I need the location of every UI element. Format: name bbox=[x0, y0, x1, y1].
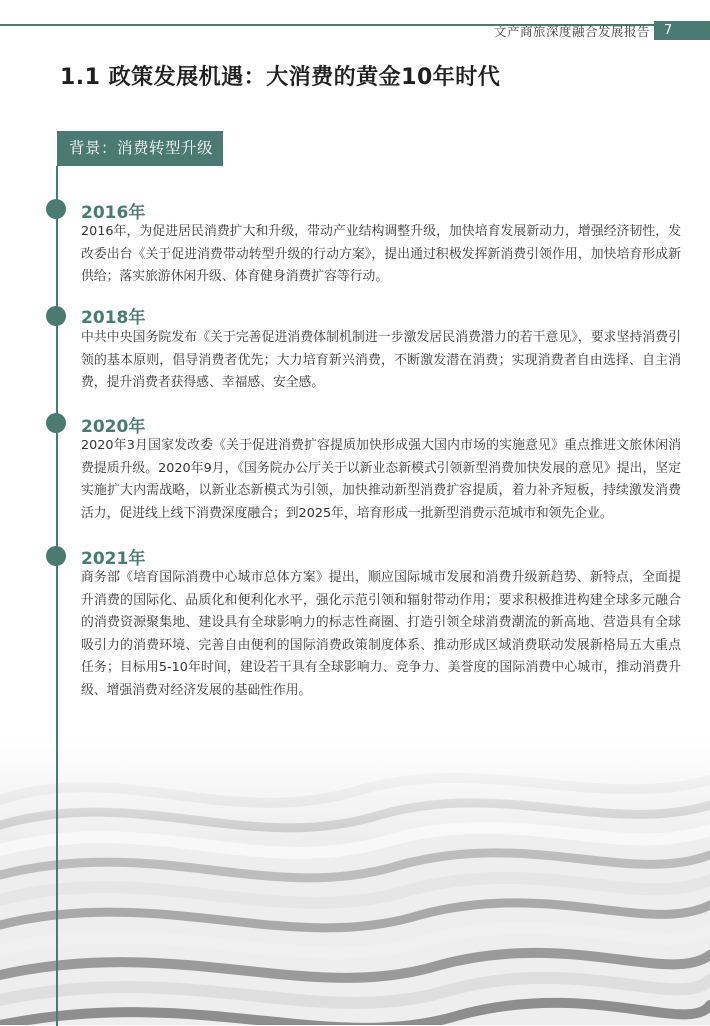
year-heading: 2020年 bbox=[81, 417, 146, 437]
timeline-line bbox=[56, 166, 58, 1026]
timeline-dot bbox=[46, 546, 66, 566]
timeline-dot bbox=[46, 199, 66, 219]
year-heading: 2016年 bbox=[81, 203, 146, 223]
wave-decoration bbox=[0, 740, 710, 1025]
background-label: 背景：消费转型升级 bbox=[57, 131, 223, 166]
page-number: 7 bbox=[654, 21, 710, 40]
report-title: 文产商旅深度融合发展报告 bbox=[493, 24, 650, 39]
timeline-paragraph: 2020年3月国家发改委《关于促进消费扩容提质加快形成强大国内市场的实施意见》重点推进文旅休闲消费提质升级。2020年9月，《国务院办公厅关于以新业态新模式引领新型消费加快发展的意见》提出，坚定实施扩大内需战略，以新业态新模式为引领，加快推动新型消费扩容提质，着力补齐短板，持续激发消费活力，促进线上线下消费深度融合；到2025年，培育形成一批新型消费示范城市和领先企业。 bbox=[81, 438, 681, 521]
wave-graphic bbox=[0, 740, 710, 1025]
timeline-paragraph: 2016年，为促进居民消费扩大和升级，带动产业结构调整升级，加快培育发展新动力，增强经济韧性，发改委出台《关于促进消费带动转型升级的行动方案》，提出通过积极发挥新消费引领作用，加快培育形成新供给；落实旅游休闲升级、体育健身消费扩容等行动。 bbox=[81, 224, 681, 285]
timeline-dot bbox=[46, 413, 66, 433]
year-heading: 2021年 bbox=[81, 549, 146, 569]
section-title: 1.1 政策发展机遇：大消费的黄金10年时代 bbox=[60, 65, 501, 90]
timeline-dot bbox=[46, 306, 66, 326]
year-heading: 2018年 bbox=[81, 308, 146, 328]
timeline-paragraph: 中共中央国务院发布《关于完善促进消费体制机制进一步激发居民消费潜力的若干意见》，要求坚持消费引领的基本原则，倡导消费者优先；大力培育新兴消费，不断激发潜在消费；实现消费者自由选择、自主消费，提升消费者获得感、幸福感、安全感。 bbox=[81, 330, 681, 391]
timeline-paragraph: 商务部《培育国际消费中心城市总体方案》提出，顺应国际城市发展和消费升级新趋势、新特点，全面提升消费的国际化、品质化和便利化水平，强化示范引领和辐射带动作用；要求积极推进构建全球多元融合的消费资源聚集地、建设具有全球影响力的标志性商圈、打造引领全球消费潮流的新高地、营造具有全球吸引力的消费环境、完善自由便利的国际消费政策制度体系、推动形成区域消费联动发展新格局五大重点任务；目标用5-10年时间，建设若干具有全球影响力、竞争力、美誉度的国际消费中心城市，推动消费升级、增强消费对经济发展的基础性作用。 bbox=[81, 570, 681, 698]
